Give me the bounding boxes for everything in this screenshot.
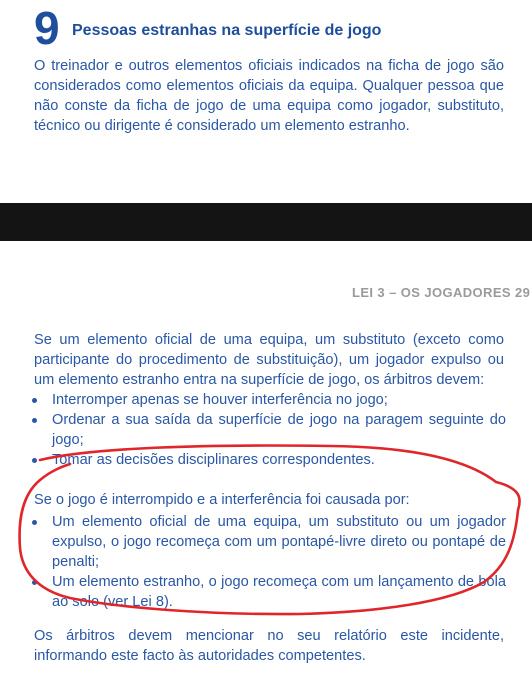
page-divider [0, 203, 532, 241]
list-item: Um elemento estranho, o jogo recomeça com um lançamento de bola ao solo (ver Lei 8). [30, 572, 506, 612]
referee-actions-list [30, 390, 506, 470]
section-title: Pessoas estranhas na superfície de jogo [72, 22, 382, 39]
running-header: LEI 3 – OS JOGADORES 29 [352, 285, 531, 300]
bullet-icon [32, 418, 37, 423]
intro-paragraph: Se um elemento oficial de uma equipa, um substituto (exceto como participante do procedimento de substituição), um jogador expulso ou um elemento estranho entra na superfície de jogo, os árbitros devem: [34, 332, 504, 388]
list-item: Ordenar a sua saída da superfície de jogo na paragem seguinte do jogo; [30, 410, 506, 450]
list-item: Interromper apenas se houver interferência no jogo; [30, 390, 506, 410]
list-item: Tomar as decisões disciplinares correspondentes. [30, 450, 506, 470]
restart-list [30, 512, 506, 612]
closing-paragraph: Os árbitros devem mencionar no seu relatório este incidente, informando este facto às autoridades competentes. [34, 628, 504, 664]
bullet-icon [32, 520, 37, 525]
bullet-icon [32, 458, 37, 463]
law9-body: O treinador e outros elementos oficiais indicados na ficha de jogo são considerados como elementos oficiais da equipa. Qualquer pessoa que não conste da ficha de jogo de uma equipa como jogador, substituto, técnico ou dirigente é considerado um elemento estranho. [34, 58, 504, 134]
interrupt-intro: Se o jogo é interrompido e a interferência foi causada por: [34, 492, 410, 508]
law-number: 9 [34, 2, 60, 54]
list-item: Um elemento oficial de uma equipa, um substituto ou um jogador expulso, o jogo recomeça com um pontapé-livre direto ou pontapé de penalti; [30, 512, 506, 572]
bullet-icon [32, 580, 37, 585]
bullet-icon [32, 398, 37, 403]
